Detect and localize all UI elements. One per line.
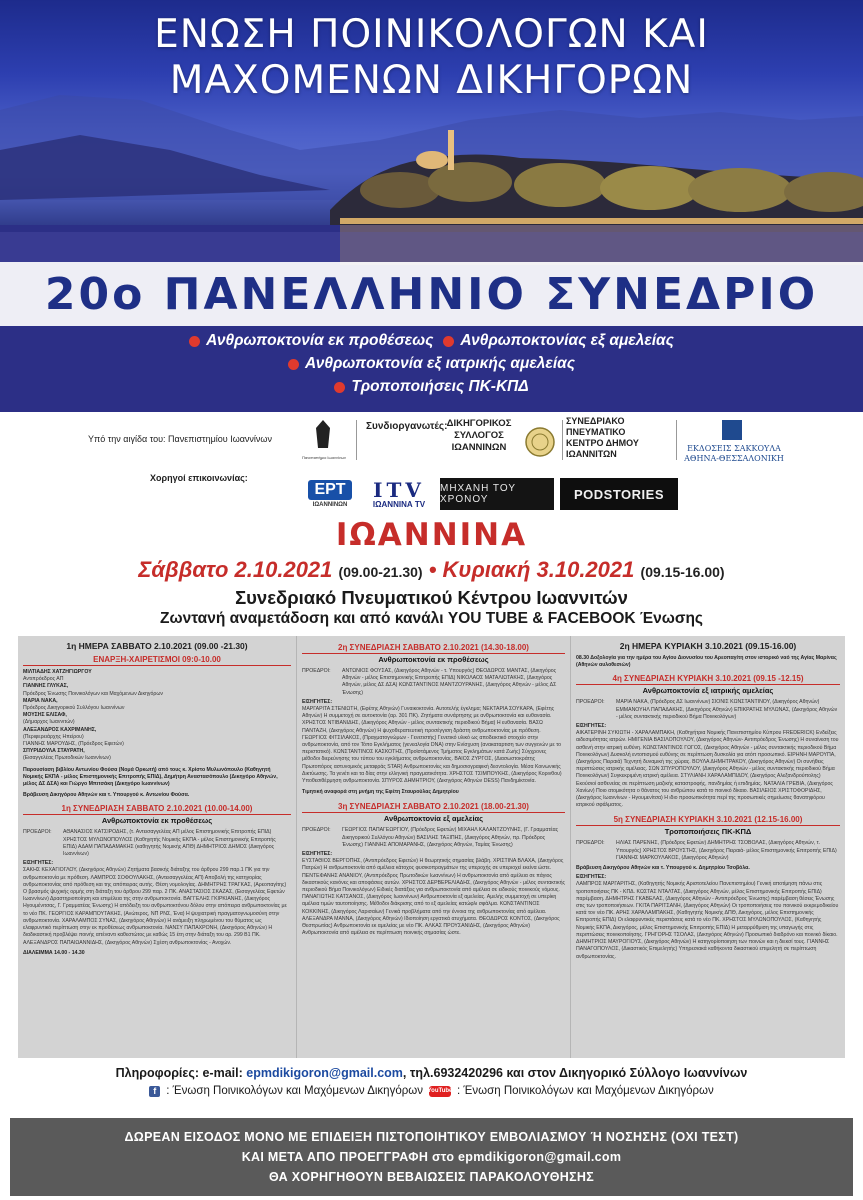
opening-speaker-line: ΓΙΑΝΝΗΣ ΓΛΥΚΑΣ,: [23, 683, 69, 690]
topics-list: [0, 330, 863, 399]
opening-speaker-line: Αντιπρόεδρος ΑΠ: [23, 676, 64, 683]
session-heading: ΕΝΑΡΞΗ-ΧΑΙΡΕΤΙΣΜΟΙ 09:0-10.00: [23, 654, 291, 666]
session-subject: Ανθρωποκτονία εξ ιατρικής αμελείας: [642, 686, 774, 696]
aegis-label: Υπό την αιγίδα του: Πανεπιστημίου Ιωαννίνων: [88, 434, 272, 444]
youtube-icon[interactable]: YouTube: [429, 1086, 451, 1097]
communication-sponsors-label: Χορηγοί επικοινωνίας:: [150, 473, 248, 483]
opening-speaker-line: (Δήμαρχος Ιωαννιτών): [23, 719, 75, 726]
event-dates: Σάββατο 2.10.2021 (09.00-21.30) • Κυριακή 3.10.2021 (09.15-16.00): [138, 557, 725, 582]
contact-label: Πληροφορίες: e-mail:: [115, 1066, 243, 1080]
admission-notice-band: [10, 1118, 853, 1196]
presidium-list: ΓΕΩΡΓΙΟΣ ΠΑΠΑΓΕΩΡΓΙΟΥ, (Πρόεδρος Εφετών) ΜΙΧΑΗΛ ΚΑΛΑΝΤΖΟΥΝΗΣ, (Γ. Γραμματέας Δικηγορικού Συλλόγου Αθηνών) ΒΑΣΙΛΗΣ ΤΑΞΙΠΗΣ, (Δικηγόρος Αθηνών, πρ. Πρόεδρος Ένωσης) ΓΙΑΝΝΗΣ ΑΠΟΜΑΡΑΝΗΣ, (Δικηγόρος Αθηνών, Ταμίας Ένωσης): [342, 827, 559, 848]
opening-speaker-line: ΓΙΑΝΝΗΣ ΜΑΡΟΥΔΗΣ, (Πρόεδρος Εφετών): [23, 741, 124, 748]
org-title-line1: ΕΝΩΣΗ ΠΟΙΝΙΚΟΛΟΓΩΝ ΚΑΙ: [154, 12, 709, 57]
registration-line: ΚΑΙ ΜΕΤΑ ΑΠΟ ΠΡΟΕΓΓΡΑΦΗ στο epmdikigoron@gmail.com: [241, 1150, 622, 1164]
social-links: [0, 1083, 863, 1099]
session-heading: 5η ΣΥΝΕΔΡΙΑΣΗ ΚΥΡΙΑΚΗ 3.10.2021 (12.15-16.00): [576, 814, 840, 826]
award-note: Βράβευση Δικηγόρου Αθηνών και τ. Υπουργού κ. Αντωνίου Φούσα.: [23, 792, 190, 799]
bar-association-name: ΔΙΚΗΓΟΡΙΚΟΣ ΣΥΛΛΟΓΟΣ ΙΩΑΝΝΙΝΩΝ: [446, 418, 512, 453]
speakers-label: ΕΙΣΗΓΗΤΕΣ:: [576, 723, 607, 730]
ert-logo: ΕΡΤ ΙΩΑΝΝΙΝΩΝ: [300, 478, 360, 510]
presidium-label: ΠΡΟΕΔΡΟΙ:: [576, 699, 605, 706]
conference-center-name: ΣΥΝΕΔΡΙΑΚΟ ΠΝΕΥΜΑΤΙΚΟ ΚΕΝΤΡΟ ΔΗΜΟΥ ΙΩΑΝΝΙΤΩΝ: [566, 416, 639, 459]
presidium-list: ΑΘΑΝΑΣΙΟΣ ΚΑΤΣΙΡΟΔΗΣ, (τ. Αντεισαγγελέας ΑΠ μέλος Επιστημονικής Επιτροπής ΕΠΙΔ) ΧΡΗΣΤΟΣ ΜΥΛΩΝΟΠΟΥΛΟΣ (Καθηγητής Νομικής ΕΚΠΑ - μέλος Επιστημονικής Επιτροπής ΕΠΙΔ) ΑΔΑΜ ΠΑΠΑΔΑΜΑΚΗΣ (καθηγητής Νομικής ΑΠΘ) ΔΗΜΗΤΡΙΟΣ ΔΗΜΟΣ (Δικηγόρος Ιωαννίνων): [63, 829, 276, 858]
presidium-list: ΗΛΙΑΣ ΠΑΡΕΝΗΣ, (Πρόεδρος Εφετών) ΔΗΜΗΤΡΗΣ ΤΣΟΒΟΛΑΣ, (Δικηγόρος Αθηνών, τ. Υπουργός) ΧΡΗΣΤΟΣ ΒΡΟΥΣΤΗΣ, (Δικηγόρος Πειραιά- μέλος Επιστημονικής Επιτροπής ΕΠΙΔ) ΓΙΑΝΝΗΣ ΜΑΡΚΟΥΛΑΚΟΣ, (Δικηγόρος Αθηνών): [616, 840, 837, 861]
speakers-list: ΑΙΚΑΤΕΡΙΝΗ ΣΥΚΙΩΤΗ - ΧΑΡΑΛΑΜΠΑΚΗ, (Καθηγήτρια Νομικής Πανεπιστημίου Κύπρου FREDERICK) Ενδείξεις αιδεσιμότητας ιατρών. ΗΜΙΓΕΝΙΑ ΒΑΣΙΛΟΠΟΥΛΟΥ, (Δικηγόρος Αθηνών- Αντιπρόεδρος Ένωσης) Η συναίνεση του ασθενή στην ιατρική ευθύνη. ΚΩΝΣΤΑΝΤΙΝΟΣ ΓΩΓΟΣ, (Δικηγόρος Αθηνών - μέλος συντακτικής περιοδικού Βήμα Ποινικολόγων) Δυσκολή εντοπισμού ευθύνης σε περίπτωση δυσκολία για ατόπ προσωπικό. ΕΙΡΗΝΗ ΜΑΡΟΥΠΑ, (Δικηγόρος Πειραιά) Τεχνητή δυναμική της χώρας. ΒΟΥΛΑ ΔΗΜΗΤΡΑΚΟΥ, (Δικηγόρος Αθηνών) Οι συνήθεις περιπτώσεις ιατρικής αμέλειας. ΣΩΝ ΣΠΥΡΟΠΟΥΛΟΥ, (Δικηγόρος Αθηνών - μέλος συντακτικής περιοδικού Βήμα Ποινικολόγων) Συγκεκριμένη ιατρική αμέλεια. ΣΤΥΛΙΑΝΗ ΧΑΡΑΛΑΜΠΙΔΟΥ, (Δικηγόρος Αλεξανδρούπολης) Εκούσιοί ασθενείας σε περίπτωση μαζικής καταστροφής, πανδημίας ή επιδημίας. ΝΑΤΑΛΙΑ ΓΡΕΒΙΑ, (Δικηγόρος Χανίων) Ποιο ατομικότητα ο θάνατος του ανθρώπου κατά το ποινικό δίκαιο. ΒΑΣΙΛΕΙΟΣ ΧΡΙΣΤΟΦΟΡΙΔΗΣ, (Δικηγόρος Ιωαννίνων - Ηγουμενίτσα) Η ιδιο προσωπικότητα περί της προσωπικές σημείωσες θανατηφόρου ιατρικού σφάλματος.: [576, 730, 839, 809]
program-column-day2: [570, 636, 845, 1058]
event-venue: Συνεδριακό Πνευματικού Κέντρου Ιωαννιτών: [235, 587, 628, 608]
bullet-dot-icon: [334, 382, 345, 393]
session-heading: 4η ΣΥΝΕΔΡΙΑΣΗ ΚΥΡΙΑΚΗ 3.10.2021 (09.15 -12.15): [576, 673, 840, 685]
university-crest-caption: Πανεπιστήμιο Ιωαννίνων: [302, 455, 346, 460]
day-heading: 2η ΗΜΕΡΑ ΚΥΡΙΑΚΗ 3.10.2021 (09.15-16.00): [619, 641, 797, 651]
facebook-page-link[interactable]: : Ένωση Ποινικολόγων και Μαχόμενων Δικηγόρων: [166, 1085, 423, 1097]
session-heading: 2η ΣΥΝΕΔΡΙΑΣΗ ΣΑΒΒΑΤΟ 2.10.2021 (14.30-18.00): [302, 642, 565, 654]
bullet-dot-icon: [189, 336, 200, 347]
congress-title: 20ο ΠΑΝΕΛΛΗΝΙΟ ΣΥΝΕΔΡΙΟ: [44, 269, 819, 320]
presidium-label: ΠΡΟΕΔΡΟΙ:: [302, 668, 331, 674]
presidium-list: ΑΝΤΩΝΙΟΣ ΦΟΥΣΑΣ, (Δικηγόρος Αθηνών - τ. Υπουργός) ΘΕΟΔΩΡΟΣ ΜΑΝΤΑΣ, (Δικηγόρος Αθηνών - μέλος Επιστημονικής Επιτροπής ΕΠΙΔ) ΝΙΚΟΛΑΟΣ ΜΑΤΑΛΙΩΤΑΚΗΣ, (Δικηγόρος Αθηνών, μέλος ΔΣ ΔΣΑ) ΚΩΝΣΤΑΝΤΙΝΟΣ ΜΑΝΤΖΟΥΡΑΝΗΣ, (Δικηγόρος Αθηνών - μέλος ΔΣ Ένωσης): [342, 668, 557, 696]
podstories-logo: PODSTORIES: [560, 478, 678, 510]
admission-line: ΔΩΡΕΑΝ ΕΙΣΟΔΟΣ ΜΟΝΟ ΜΕ ΕΠΙΔΕΙΞΗ ΠΙΣΤΟΠΟΙΗΤΙΚΟΥ ΕΜΒΟΛΙΑΣΜΟΥ Ή ΝΟΣΗΣΗΣ (ΟΧΙ ΤΕΣΤ): [124, 1130, 739, 1144]
certificates-line: ΘΑ ΧΟΡΗΓΗΘΟΥΝ ΒΕΒΑΙΩΣΕΙΣ ΠΑΡΑΚΟΛΟΥΘΗΣΗΣ: [268, 1170, 595, 1184]
topic-item: Ανθρωποκτονίας εξ αμελείας: [443, 332, 674, 350]
contact-email-link[interactable]: epmdikigoron@gmail.com: [246, 1066, 403, 1080]
session-subject: Ανθρωποκτονία εκ προθέσεως: [101, 816, 213, 826]
topic-item: Τροποποιήσεις ΠΚ-ΚΠΔ: [334, 378, 528, 396]
program-column-day1-evening: [296, 636, 570, 1058]
divider: [356, 420, 357, 460]
city-title: ΙΩΑΝΝΙΝΑ: [335, 517, 528, 553]
presidium-label: ΠΡΟΕΔΡΟΙ:: [576, 840, 605, 847]
day-heading: 1η ΗΜΕΡΑ ΣΑΒΒΑΤΟ 2.10.2021 (09.00 -21.30): [66, 641, 248, 651]
session-subject: Ανθρωποκτονία εξ αμελείας: [383, 814, 484, 824]
speakers-label: ΕΙΣΗΓΗΤΕΣ:: [302, 698, 333, 705]
program-column-day1: [18, 636, 296, 1058]
bullet-dot-icon: [288, 359, 299, 370]
break-note: ΔΙΑΛΕΙΜΜΑ 14.00 - 14.30: [23, 949, 85, 956]
speakers-label: ΕΙΣΗΓΗΤΕΣ:: [23, 860, 54, 867]
coorganizers-label: Συνδιοργανωτές:: [366, 421, 448, 432]
session-subject: Τροποποιήσεις ΠΚ-ΚΠΔ: [664, 827, 752, 837]
youtube-channel-link[interactable]: : Ένωση Ποινικολόγων και Μαχόμενων Δικηγόρων: [457, 1085, 714, 1097]
contact-info: [0, 1064, 863, 1082]
mixani-logo: ΜΗΧΑΝΗ ΤΟΥ ΧΡΟΝΟΥ: [440, 478, 554, 510]
program-table: [18, 636, 845, 1058]
topic-item: Ανθρωποκτονία εξ ιατρικής αμελείας: [288, 355, 575, 373]
facebook-icon[interactable]: f: [149, 1086, 160, 1097]
speakers-list: ΕΥΣΤΑΘΙΟΣ ΒΕΡΓΟΠΗΣ, (Αντιπρόεδρος Εφετών) Η θεωρητικής σημασίας βλάβη. ΧΡΙΣΤΙΝΑ ΒΛΑΧΑ, (Δικηγόρος Πατρών) Η ανθρωποκτονία από αμέλεια κάτοχος φυσικοπραγμάτων της υπεροχής σε υπεριοχεί εκείνα ώστε. ΠΕΝΤΕΦΑΝΗΣ ΑΝΑΝΙΟΥ, (Αντιπρόεδρος Πρωτοδικών Ιωαννίνων) Η ανθρωποκτονία από αμέλεια σε πάγιος δικαστικούς κανόνες και αποφάσεις αυτών. ΧΡΗΣΤΟΣ ΔΕΡΒΕΡΕΛΙΑΔΗΣ, (Δικηγόρος Αθηνών - μέλος συντακτικής περιοδικού Βήμα Ποινικολόγων) Ειδικές διατάξεις για ανθρωποκτονία από αμέλεια σε ειδικούς ποινικούς νόμους. ΠΑΝΑΓΙΩΤΗΣ ΚΑΤΣΑΝΟΣ, (Δικηγόρος Ιωαννίνων) Ανθρωποκτονία εξ αμελείας. Αμελής συμμετοχή σε υπερίκη αμέλεια τιμών ταυτοποίησης. Μέθοδοι διάκρισης από το εξ αμελείας κατώφλι σφάλμα. ΚΩΝΣΤΑΝΤΙΝΟΣ ΚΟΚΚΙΝΗΣ, (Δικηγόρος Λαρισαίων) Γενικά προβλήματα από την έννοια της ανθρωποκτονίας από αμέλεια. ΑΛΕΞΑΝΔΡΑ ΜΑΝΝΑ, (Δικηγόρος Αθηνών) Ιδιοποίηση εργατικά ατυχήματα. ΘΕΟΔΩΡΟΣ ΚΟΝΤΟΣ, (Δικηγόρος Θεσπρωτίας) Ανθρωποκτονία εκ αμελείας με νέο ΠΚ. ΑΛΚΑΣ ΠΡΟΥΣΑΝΙΔΗΣ, (Δικηγόρος Αθηνών) Ανθρωποκτονία από αμέλεια σε περίπτωση ποινικής σημασίας ώστε.: [302, 858, 565, 937]
session-subject: Ανθρωποκτονία εκ προθέσεως: [378, 655, 489, 664]
opening-speaker-line: Πρόεδρος Δικηγορικού Συλλόγου Ιωαννίνων: [23, 705, 125, 712]
divider: [676, 420, 677, 460]
contact-phone: , τηλ.6932420296 και στον Δικηγορικό Σύλλογο Ιωαννίνων: [402, 1066, 748, 1080]
publisher-logo-icon: [722, 420, 742, 440]
session-heading: 1η ΣΥΝΕΔΡΙΑΣΗ ΣΑΒΒΑΤΟ 2.10.2021 (10.00-14.00): [23, 803, 291, 815]
hero-banner: [0, 0, 863, 412]
session-heading: 3η ΣΥΝΕΔΡΙΑΣΗ ΣΑΒΒΑΤΟ 2.10.2021 (18.00-21.30): [302, 801, 565, 813]
speakers-list: ΣΑΚΗΣ ΚΕΧΑΓΙΟΓΛΟΥ, (Δικηγόρος Αθηνών) Ζητήματα βασικής διάταξης του άρθρου 299 παρ.1 ΠΚ για την ανθρωποκτονία με πρόθεση. ΛΑΜΠΡΟΣ ΣΟΦΟΥΛΑΚΗΣ, (Αντεισαγγελέας ΑΠ) Αποβολή της κατηγορίας ανθρωποκτονίας από πρόθεση και της απόπειρας αυτής. Θέση νομολογίας. ΔΗΜΗΤΡΗΣ ΤΡΑΓΚΑΣ, (Αρεοπαγίτης) Ο βρασμός ψυχικής ορμής στη διάταξη του άρθρου 299 παρ. 2 ΠΚ. ΑΝΑΣΤΑΣΙΟΣ ΣΚΑΖΑΣ, (Εισαγγελέας Εφετών Ιωαννίνων) Δραστηριοποίηση και επιμέλεια της στην ανθρωποκτονία. ΒΑΓΓΕΛΗΣ ΓΚΙΡΚΙΑΝΗΣ, (Δικηγόρος Ηγουμένιτσας, Γ. Γραμματέας Ένωσης) Η απόδειξη του ανθρωποκτόνου δόλου στην απόπειρα ανθρωποκτονίας με το νέο ΠΚ. ΓΕΩΡΓΙΟΣ ΚΑΡΑΜΠΟΥΤΑΚΗΣ, (Ανώτερος, ΝΠ ΡΝΣ, Ένα) Η ψυχιατρική πραγματογνωμοσύνη στην ανθρωποκτονία. ΧΑΡΑΛΑΜΠΟΣ ΣΥΝΑΣ, (Δικηγόρος Αθηνών) Η ανάμειξη πληρωμένου του θύματος ως ελαφρυντικό περίπτωση στην εκ προθέσεως ανθρωποκτονία. ΝΑΝΣΥ ΠΑΠΑΧΡΟΝΗ, (Δικηγόρος Αθηνών) Η διαδικαστική προβλέψει ποινής απέναντι καθεστώτος με καθώς 15 έτη στην διάταξη του αρ. 299 Β1 ΠΚ. ΑΛΕΞΑΝΔΡΟΣ ΠΑΠΑΙΩΑΝΝΙΔΗΣ, (Δικηγόρος Αθηνών) Σχέση ανθρωποκτονίας - Ανοχών.: [23, 867, 287, 946]
honor-note: Τιμητική αναφορά στη μνήμη της Εφέτη Σταυρούλας Δημητρίου: [302, 789, 459, 796]
opening-speakers-list: [23, 669, 291, 763]
university-crest-icon: [308, 418, 338, 454]
presidium-label: ΠΡΟΕΔΡΟΙ:: [23, 829, 52, 836]
opening-speaker-line: ΜΟΥΣΗΣ ΕΛΙΣΑΦ,: [23, 712, 67, 719]
book-presentation-note: Παρουσίαση βιβλίου Αντωνίου Φούσα (Νομά Ορκωτή) από τους κ. Χρίστο Μυλωνόπουλο (Καθηγητή Νομικής ΕΚΠΑ - μέλος Επιστημονικής Επιτροπής ΕΠΙΔ), Δημήτρη Αναστασόπουλο (Δικηγόρο Αθηνών, μέλος ΔΣ ΔΣΑ) και Γιώργο Μπιτσάκη (Δικηγόρο Ιωαννίνων): [23, 766, 278, 788]
bullet-dot-icon: [443, 336, 454, 347]
speakers-list: ΛΑΜΠΡΟΣ ΜΑΡΓΑΡΙΤΗΣ, (Καθηγητής Νομικής Αριστοτελείου Πανεπιστημίου) Γενική αποτίμηση πάνω στις τροποποιήσεις ΠΚ - ΚΠΔ. ΚΩΣΤΑΣ ΝΤΑΛΤΑΣ, (Δικηγόρος Αθηνών, μέλος Επιστημονικής Επιτροπής ΕΠΙΔ) παρέμβαση. ΔΗΜΗΤΡΗΣ ΓΚΑΒΕΛΑΣ, (Δικηγόρος Αθηνών - Αντιπρόεδρος Ένωσης) παρέμβαση θέσεις Ένωσης στις των τροποποιήσεων. ΓΚΙΤΑ ΠΑΡΙΤΣΑΝΗ, (Δικηγόρος Αθηνών) Οι τροποποιήσεις του ποινικού εκκρεμοδικείου κατά τον νέο ΠΚ. ΑΡΗΣ ΧΑΡΑΛΑΜΠΑΚΗΣ, (Καθηγητής Νομικής ΔΠΘ, Δικηγόρος, μέλος Επιστημονικής Επιτροπής ΕΠΙΔ) Οι ελαφρυντικές περιστάσεις κατά το νέο ΠΚ. ΧΡΗΣΤΟΣ ΜΥΛΩΝΟΠΟΥΛΟΣ, (Καθηγητής Νομικής ΕΚΠΑ, Δικηγόρος, μέλος Επιστημονικής Επιτροπής ΕΠΙΔ) Η μεταρρύθμιση της υπαγωγής στις περιπτώσεις ποινικοποίησης. ΓΡΗΓΟΡΗΣ ΤΣΟΛΑΣ, (Δικηγόρος Αθηνών) Προσωπικό διαδρόνο και ποινικό δίκαιο. ΔΗΜΗΤΡΙΟΣ ΜΑΥΡΟΓΙΟΥΣ, (Δικηγόρος Αθηνών) Η κατηγορίοποιηση των ποινών και η διεκσί τους. ΓΙΑΝΝΗΣ ΠΑΝΑΓΟΠΟΥΛΟΣ, (Δικαστικός Επιμελητής) Υπηρεσιακά καθήκοντα δικαστικού επιμελητή σε περίπτωση ανθρωποκτονίας.: [576, 881, 839, 960]
speakers-label: ΕΙΣΗΓΗΤΕΣ:: [302, 851, 333, 858]
stream-note: Ζωντανή αναμετάδοση και από κανάλι YOU TUBE & FACEBOOK Ένωσης: [160, 610, 703, 627]
speakers-list: ΜΑΡΓΑΡΙΤΑ ΣΤΕΝΙΩΤΗ, (Εφέτης Αθηνών) Γυναικοκτονία. Αυτοτελής έγκλημα; ΝΕΚΤΑΡΙΑ ΣΟΥΚΑΡΑ, (Εφέτης Αθηνών) Η συμμετοχή σε αυτοκτονία (αρ. 301 ΠΚ). Ζητήματα συνάρτησης με ανθρωποκτονία και ευθανασία. ΧΡΗΣΤΟΣ ΝΤΙΒΑΝΙΔΗΣ, (Δικηγόρος Αθηνών - μέλος συντακτικής περιοδικού Βήμα) Η ευθανασία. ΒΑΣΩ ΠΑΝΤΑΖΗ, (Δικηγόρος Αθηνών) Η ψυχοθεραπευτική προσέγγιση δράστη ανθρωποκτονίας με πρόθεση. ΓΕΩΡΓΙΟΣ ΦΙΤΣΙΛΑΚΟΣ, (Πραγματογνώμων - Γενετιστής) Γενετικό υλικό ως αποδεικτικό στοιχείο στην ανθρωποκτονία, από τον Τόπο Εγκλήματος (γενεαλογία DNA) στην Ενίσχυση (ανακαταρτιση των συγγενών με το περιστατικό). ΚΩΝΣΤΑΝΤΙΝΟΣ ΚΑΣΚΟΤΗΣ, (Προϊστάμενος Τμήματος Εγκλημάτων κατά Ζωής) Σύγχρονες μέθοδοι διερεύνησης του τύπου του εγκλήματος ανθρωποκτονίας. ΒΑΙΟΣ ΖΥΡΓΟΣ, (Διασωστοκράτης Πρωτοπόρος αστυνομικός μεταφράς STAR) Ανθρωποκτονίες και δημοσιογραφική δεοντολογία. Μέσα Κοινωνικής Δικτύωσης. Τα γενέτι και τα δίας στην ελληνική πραγματικότητα. ΧΡΗΣΤΟΣ ΤΣΙΜΠΟΥΚΗΣ, (Δικηγόρος Κορινθου) Υποθεσιθέρμηση ανθρωποκτονία. ΣΠΥΡΟΣ ΔΗΜΗΤΡΙΟΥ, (Δικηγόρος Αθηνών DESS) Πανδημίκτονία.: [302, 706, 562, 785]
opening-speaker-line: (Εισαγγελέας Πρωτοδικών Ιωαννίνων): [23, 755, 111, 762]
opening-speaker-line: ΜΙΛΤΙΑΔΗΣ ΧΑΤΖΗΓΙΩΡΓΟΥ: [23, 669, 92, 675]
presidium-list: ΜΑΡΙΑ ΝΑΚΑ, (Πρόεδρος ΔΣ Ιωαννίνων) ΣΙΟΝΙΣ ΚΩΝΣΤΑΝΤΙΝΟΥ, (Δικηγόρος Αθηνών) ΕΜΜΑΝΟΥΗΛ ΠΑΠΑΔΑΚΗΣ, (Δικηγόρος Αθηνών) ΕΠΙΚΡΑΤΗΣ ΜΥΛΩΝΑΣ, (Δικηγόρος Αθηνών - μέλος συντακτικής περιοδικού Βήμα Ποινικολόγων): [616, 699, 838, 720]
award-note: Βράβευση Δικηγόρου Αθηνών και τ. Υπουργού κ. Δημητρίου Τσοβόλα.: [576, 865, 750, 872]
opening-speaker-line: Πρόεδρος Ένωσης Ποινικολόγων και Μαχόμενων Δικηγόρων: [23, 690, 163, 697]
liturgy-note: 08.30 Δοξολογία για την ημέρα του Αγίου Διονυσίου του Αρεοπαγίτη στον ιστορικό ναό της Αγίας Μαρίνας (Αθηνών αυλοθεσιών): [576, 655, 837, 669]
opening-speaker-line: ΣΠΥΡΙΔΟΥΛΑ ΣΤΑΥΡΑΤΗ,: [23, 748, 85, 755]
itv-logo: ITV ΙΩΑΝΝΙΝΑ TV: [372, 477, 426, 509]
bar-association-seal-icon: [524, 426, 556, 458]
topic-item: Ανθρωποκτονία εκ προθέσεως: [189, 332, 433, 350]
opening-speaker-line: ΑΛΕΞΑΝΔΡΟΣ ΚΑΧΡΙΜΑΝΗΣ,: [23, 726, 97, 733]
publisher-name: ΕΚΔΟΣΕΙΣ ΣΑΚΚΟΥΛΑ ΑΘΗΝΑ-ΘΕΣΣΑΛΟΝΙΚΗ: [684, 444, 784, 463]
org-title-line2: ΜΑΧΟΜΕΝΩΝ ΔΙΚΗΓΟΡΩΝ: [169, 58, 694, 103]
speakers-label: ΕΙΣΗΓΗΤΕΣ:: [576, 874, 607, 881]
divider: [562, 420, 563, 460]
presidium-label: ΠΡΟΕΔΡΟΙ:: [302, 827, 331, 834]
opening-speaker-line: (Περιφερειάρχης Ηπείρου): [23, 733, 84, 740]
opening-speaker-line: ΜΑΡΙΑ ΝΑΚΑ,: [23, 697, 58, 704]
